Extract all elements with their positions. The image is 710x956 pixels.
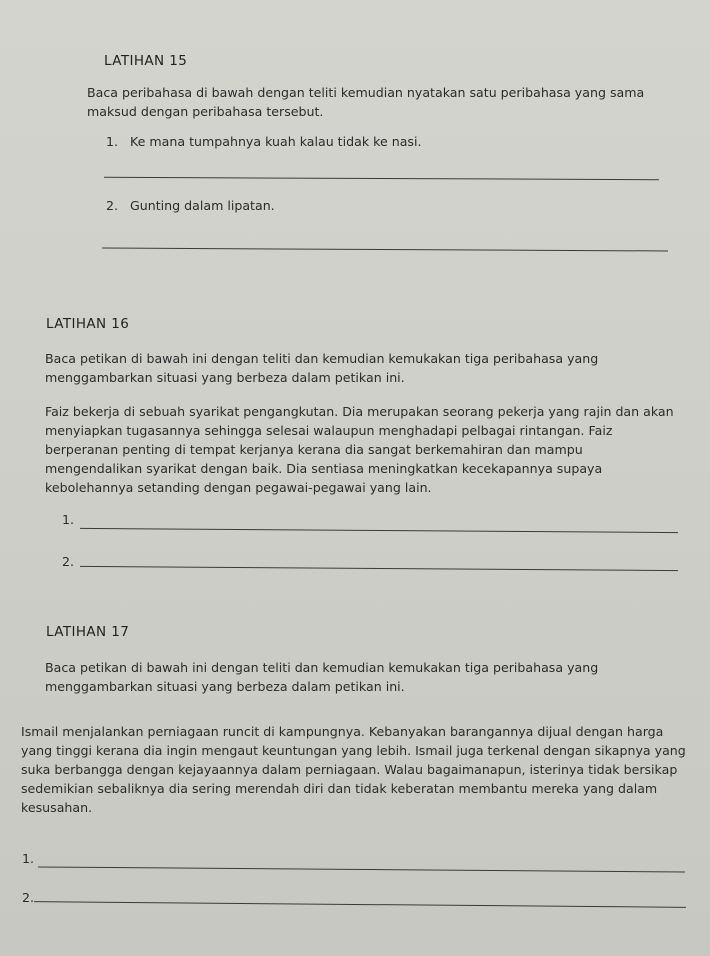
latihan-16-answer-2-number: 2. <box>62 554 75 569</box>
latihan-15-q2-answer-line[interactable] <box>102 248 668 252</box>
latihan-15-q1-text: Ke mana tumpahnya kuah kalau tidak ke nasi. <box>130 134 422 149</box>
latihan-16-answer-1-line[interactable] <box>80 528 678 533</box>
latihan-16-instruction: Baca petikan di bawah ini dengan teliti dan kemudian kemukakan tiga peribahasa yang menggambarkan situasi yang berbeza dalam petikan ini. <box>45 351 599 385</box>
latihan-17-title: LATIHAN 17 <box>46 624 130 640</box>
latihan-15-instruction: Baca peribahasa di bawah dengan teliti kemudian nyatakan satu peribahasa yang sama maksud dengan peribahasa tersebut. <box>87 85 645 119</box>
latihan-15-q2-number: 2. <box>106 198 119 213</box>
latihan-15-title: LATIHAN 15 <box>104 53 188 69</box>
latihan-16-answer-1-number: 1. <box>62 512 75 527</box>
latihan-17-passage: Ismail menjalankan perniagaan runcit di kampungnya. Kebanyakan barangannya dijual dengan harga yang tinggi kerana dia ingin mengaut keuntungan yang lebih. Ismail juga terkenal dengan sikapnya yang suka berbangga dengan kejayaannya dalam perniagaan. Walau bagaimanapun, isterinya tidak bersikap sedemikian sebaliknya dia sering merendah diri dan tidak keberatan membantu mereka yang dalam kesusahan. <box>21 724 686 815</box>
latihan-15-q2-text: Gunting dalam lipatan. <box>130 198 275 213</box>
latihan-16-title: LATIHAN 16 <box>46 316 130 332</box>
latihan-17-answer-2-line[interactable] <box>34 901 686 908</box>
latihan-15-q1-number: 1. <box>106 134 119 149</box>
latihan-15-q1-answer-line[interactable] <box>104 177 659 180</box>
latihan-17-instruction: Baca petikan di bawah ini dengan teliti dan kemudian kemukakan tiga peribahasa yang menggambarkan situasi yang berbeza dalam petikan ini. <box>45 660 599 694</box>
latihan-16-passage: Faiz bekerja di sebuah syarikat pengangkutan. Dia merupakan seorang pekerja yang rajin dan akan menyiapkan tugasannya sehingga selesai walaupun menghadapi pelbagai rintangan. Faiz berperanan penting di tempat kerjanya kerana dia sangat berkemahiran dan mampu mengendalikan syarikat dengan baik. Dia sentiasa meningkatkan kecekapannya supaya kebolehannya setanding dengan pegawai-pegawai yang lain. <box>45 404 674 495</box>
latihan-16-answer-2-line[interactable] <box>80 566 678 571</box>
latihan-17-answer-2-number: 2. <box>22 890 35 905</box>
latihan-17-answer-1-number: 1. <box>22 851 35 866</box>
latihan-17-answer-1-line[interactable] <box>38 866 685 872</box>
